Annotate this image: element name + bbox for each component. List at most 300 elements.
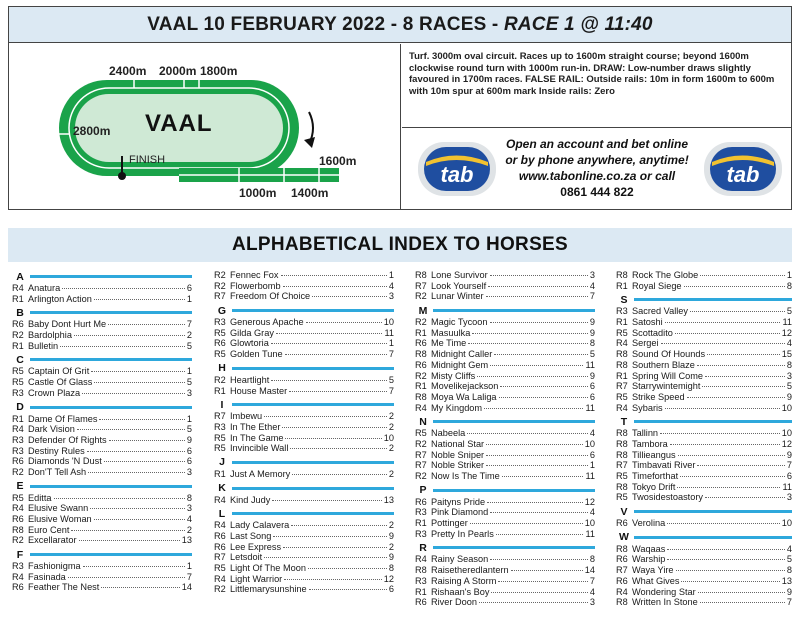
dot-leader (487, 502, 583, 503)
dot-leader (312, 296, 387, 297)
horse-entry (12, 467, 192, 478)
dot-leader (264, 416, 387, 417)
marker-2800m: 2800m (73, 124, 111, 138)
race-number: R5 (616, 327, 628, 338)
horse-entry (616, 597, 792, 608)
dot-leader (90, 508, 185, 509)
letter-heading (616, 415, 792, 428)
race-number: R8 (616, 438, 628, 449)
horse-entry (415, 428, 595, 439)
saddle-number: 2 (388, 411, 394, 422)
saddle-number: 11 (782, 481, 792, 492)
saddle-number: 4 (786, 543, 792, 554)
race-number: R8 (12, 524, 24, 535)
horse-name: Imbewu (230, 411, 263, 422)
race-number: R2 (415, 370, 427, 381)
horse-name: Fasinada (28, 571, 66, 582)
horse-name: Spring Will Come (632, 370, 703, 381)
horse-entry (12, 572, 192, 583)
race-number: R3 (415, 528, 427, 539)
horse-name: Lee Express (230, 541, 282, 552)
horse-name: Destiny Rules (28, 445, 85, 456)
letter-label: E (16, 480, 24, 493)
dot-leader (290, 448, 386, 449)
horse-entry (616, 328, 792, 339)
race-number: R6 (616, 554, 628, 565)
dot-leader (87, 451, 185, 452)
race-number: R5 (12, 492, 24, 503)
dot-leader (83, 566, 185, 567)
tab-advert (402, 127, 792, 210)
dot-leader (271, 380, 387, 381)
horse-entry (12, 493, 192, 504)
horse-entry (12, 366, 192, 377)
dot-leader (309, 589, 387, 590)
dot-leader (91, 371, 185, 372)
horse-name: Lady Calavera (230, 520, 290, 531)
saddle-number: 10 (781, 428, 792, 439)
race-number: R3 (12, 387, 24, 398)
race-number: R4 (616, 402, 628, 413)
race-number: R6 (214, 338, 226, 349)
horse-name: Letsdoit (230, 552, 263, 563)
saddle-number: 12 (383, 573, 394, 584)
saddle-number: 14 (584, 565, 595, 576)
dot-leader (477, 376, 588, 377)
race-number: R7 (616, 460, 628, 471)
letter-divider (433, 489, 595, 492)
dot-leader (499, 397, 588, 398)
horse-name: Flowerbomb (230, 280, 281, 291)
race-number: R3 (12, 445, 24, 456)
saddle-number: 5 (786, 306, 792, 317)
horse-entry (214, 281, 394, 292)
saddle-number: 2 (388, 541, 394, 552)
horse-entry (214, 422, 394, 433)
saddle-number: 13 (781, 575, 792, 586)
horse-name: Rock The Globe (632, 270, 699, 280)
horse-entry (616, 338, 792, 349)
saddle-number: 10 (584, 438, 595, 449)
dot-leader (282, 427, 386, 428)
horse-entry (616, 428, 792, 439)
race-number: R4 (214, 520, 226, 531)
letter-heading (12, 353, 192, 366)
saddle-number: 3 (186, 387, 192, 398)
race-number: R7 (415, 449, 427, 460)
race-number: R4 (12, 503, 24, 514)
race-number: R8 (415, 565, 427, 576)
letter-divider (232, 367, 394, 370)
letter-divider (30, 406, 192, 409)
race-number: R8 (616, 359, 628, 370)
letter-heading (214, 362, 394, 375)
race-number: R3 (12, 561, 24, 572)
horse-entry (415, 360, 595, 371)
letter-divider (30, 358, 192, 361)
horse-name: Movelikejackson (431, 381, 499, 392)
letter-divider (232, 309, 394, 312)
saddle-number: 7 (589, 291, 595, 302)
race-number: R6 (415, 597, 427, 608)
dot-leader (667, 523, 780, 524)
horse-entry (415, 381, 595, 392)
race-number: R4 (214, 494, 226, 505)
race-number: R3 (415, 507, 427, 518)
horse-entry (214, 349, 394, 360)
horse-entry (415, 270, 595, 281)
saddle-number: 10 (383, 317, 394, 328)
marker-1400m: 1400m (291, 186, 329, 200)
horse-entry (616, 270, 792, 281)
horse-name: Rainy Season (431, 554, 489, 565)
horse-entry (12, 435, 192, 446)
dot-leader (496, 534, 584, 535)
saddle-number: 11 (384, 327, 394, 338)
dot-leader (308, 568, 387, 569)
letter-heading (616, 505, 792, 518)
dot-leader (79, 540, 180, 541)
race-number: R7 (214, 552, 226, 563)
race-number: R6 (214, 531, 226, 541)
horse-entry (415, 281, 595, 292)
horse-name: Captain Of Grit (28, 366, 90, 377)
dot-leader (283, 547, 387, 548)
horse-entry (214, 375, 394, 386)
horse-entry (214, 584, 394, 595)
saddle-number: 8 (589, 338, 595, 349)
dot-leader (705, 376, 785, 377)
dot-leader (285, 354, 387, 355)
horse-name: Generous Apache (230, 317, 304, 328)
horse-entry (12, 503, 192, 514)
dot-leader (667, 549, 785, 550)
dot-leader (486, 444, 583, 445)
saddle-number: 1 (786, 270, 792, 280)
race-number: R4 (616, 586, 628, 597)
horse-name: Diamonds 'N Dust (28, 456, 102, 467)
horse-entry (616, 349, 792, 360)
letter-divider (232, 512, 394, 515)
saddle-number: 3 (388, 291, 394, 302)
horse-entry (214, 270, 394, 281)
race-number: R1 (415, 586, 427, 597)
letter-heading (12, 480, 192, 493)
horse-entry (415, 587, 595, 598)
saddle-number: 12 (584, 496, 595, 507)
index-column-3 (415, 270, 595, 608)
dot-leader (281, 275, 387, 276)
horse-entry (415, 518, 595, 529)
race-number: R8 (616, 428, 628, 439)
horse-entry (214, 433, 394, 444)
letter-heading (12, 548, 192, 561)
horse-name: Waqaas (632, 543, 666, 554)
race-number: R6 (12, 582, 24, 593)
letter-divider (232, 461, 394, 464)
horse-name: Sybaris (632, 402, 663, 413)
letter-heading (12, 401, 192, 414)
horse-name: Midnight Caller (431, 349, 493, 360)
dot-leader (289, 391, 387, 392)
saddle-number: 4 (589, 428, 595, 439)
race-number: R3 (214, 317, 226, 328)
saddle-number: 3 (589, 597, 595, 608)
race-number: R1 (616, 317, 628, 328)
horse-entry (214, 443, 394, 454)
horse-entry (616, 460, 792, 471)
saddle-number: 14 (181, 582, 192, 593)
saddle-number: 9 (589, 327, 595, 338)
dot-leader (700, 275, 785, 276)
dot-leader (71, 530, 185, 531)
dot-leader (88, 472, 185, 473)
horse-name: Invincible Wall (230, 443, 289, 454)
race-number: R7 (415, 280, 427, 291)
horse-entry (415, 529, 595, 540)
dot-leader (291, 525, 387, 526)
saddle-number: 1 (186, 293, 192, 304)
saddle-number: 2 (388, 468, 394, 479)
race-number: R6 (214, 541, 226, 552)
dot-leader (82, 393, 185, 394)
horse-entry (415, 471, 595, 482)
saddle-number: 6 (186, 445, 192, 456)
race-number: R6 (415, 359, 427, 370)
dot-leader (60, 346, 185, 347)
horse-name: Baby Dont Hurt Me (28, 319, 107, 330)
horse-entry (415, 565, 595, 576)
letter-label: R (419, 541, 427, 554)
saddle-number: 6 (388, 584, 394, 595)
dot-leader (490, 512, 588, 513)
saddle-number: 12 (781, 327, 792, 338)
horse-name: My Kingdom (431, 402, 483, 413)
horse-name: Rishaan's Boy (431, 586, 490, 597)
horse-name: Look Yourself (431, 280, 487, 291)
advert-copy: Open an account and bet online or by phone anywhere, anytime! www.tabonline.co.za or call 0861 444 822 (498, 136, 696, 200)
saddle-number: 8 (388, 563, 394, 574)
horse-name: Tambora (632, 438, 668, 449)
horse-name: Light Warrior (230, 573, 283, 584)
saddle-number: 9 (786, 391, 792, 402)
horse-entry (616, 471, 792, 482)
race-number: R1 (214, 385, 226, 396)
svg-text:tab: tab (440, 162, 474, 187)
saddle-number: 9 (388, 552, 394, 563)
race-number: R7 (214, 411, 226, 422)
index-column-2 (214, 270, 394, 595)
dot-leader (490, 365, 583, 366)
saddle-number: 1 (186, 413, 192, 424)
horse-entry (12, 330, 192, 341)
dot-leader (491, 592, 587, 593)
dot-leader (665, 322, 781, 323)
horse-name: Masuulka (431, 327, 471, 338)
race-number: R5 (616, 492, 628, 503)
horse-name: Gilda Gray (230, 327, 274, 338)
letter-divider (634, 298, 792, 301)
dot-leader (284, 579, 382, 580)
dot-leader (74, 335, 185, 336)
horse-entry (616, 371, 792, 382)
race-number: R8 (616, 349, 628, 360)
horse-name: Wondering Star (632, 586, 696, 597)
letter-heading (415, 304, 595, 317)
horse-name: Timeforthat (632, 471, 679, 481)
dot-leader (77, 429, 185, 430)
race-number: R1 (616, 280, 628, 291)
race-number: R7 (415, 460, 427, 471)
horse-entry (12, 535, 192, 546)
letter-heading (214, 304, 394, 317)
track-name: VAAL (145, 110, 213, 137)
track-description: Turf. 3000m oval circuit. Races up to 1600m straight course; beyond 1600m clockwise round turn with 1000m run-in. DRAW: Low-number draws slightly favoured in 1700m races. FALSE RAIL: Outside rails: 10m in form 1600m to 600m with 10m spur at 600m mark Inside rails: Zero (409, 51, 775, 97)
horse-name: Crown Plaza (28, 387, 81, 398)
horse-entry (12, 525, 192, 536)
letter-divider (30, 553, 192, 556)
saddle-number: 11 (585, 528, 595, 539)
dot-leader (670, 444, 780, 445)
finish-label: FINISH (129, 154, 166, 166)
saddle-number: 3 (186, 503, 192, 514)
horse-entry (616, 450, 792, 461)
horse-name: What Gives (632, 575, 680, 586)
letter-divider (634, 536, 792, 539)
dot-leader (62, 288, 185, 289)
horse-name: Don'T Tell Ash (28, 466, 87, 477)
race-number: R7 (214, 291, 226, 302)
index-title: ALPHABETICAL INDEX TO HORSES (8, 228, 792, 262)
letter-heading (214, 482, 394, 495)
saddle-number: 5 (388, 374, 394, 385)
dot-leader (479, 602, 588, 603)
horse-entry (415, 338, 595, 349)
advert-url: www.tabonline.co.za or call (518, 169, 676, 183)
horse-name: Sergei (632, 338, 659, 349)
horse-name: Light Of The Moon (230, 563, 306, 574)
dot-leader (490, 275, 588, 276)
horse-name: Fennec Fox (230, 270, 279, 280)
race-number: R1 (12, 413, 24, 424)
saddle-number: 9 (186, 434, 192, 445)
saddle-number: 4 (186, 514, 192, 524)
saddle-number: 5 (786, 554, 792, 565)
saddle-number: 5 (186, 424, 192, 435)
saddle-number: 15 (781, 349, 792, 360)
dot-leader (306, 322, 382, 323)
race-number: R6 (616, 575, 628, 586)
horse-name: Pink Diamond (431, 507, 489, 518)
horse-name: Lunar Winter (431, 291, 484, 302)
horse-name: Southern Blaze (632, 359, 695, 370)
saddle-number: 2 (388, 421, 394, 432)
dot-leader (500, 386, 587, 387)
race-number: R7 (616, 565, 628, 576)
horse-name: Lone Survivor (431, 270, 488, 280)
letter-label: D (16, 401, 24, 413)
saddle-number: 11 (585, 471, 595, 481)
horse-name: Noble Sniper (431, 449, 485, 460)
index-column-1 (12, 270, 192, 593)
race-number: R6 (616, 518, 628, 529)
horse-entry (415, 576, 595, 587)
horse-entry (616, 439, 792, 450)
horse-name: Written In Stone (632, 597, 698, 608)
saddle-number: 7 (388, 385, 394, 396)
horse-entry (616, 518, 792, 529)
horse-name: Last Song (230, 531, 272, 541)
dot-leader (109, 440, 185, 441)
dot-leader (681, 581, 779, 582)
race-number: R4 (415, 402, 427, 413)
race-number: R2 (12, 535, 24, 546)
dot-leader (661, 343, 785, 344)
horse-entry (415, 371, 595, 382)
race-number: R2 (415, 291, 427, 302)
horse-name: Tallinn (632, 428, 659, 439)
saddle-number: 6 (589, 381, 595, 392)
letter-label: G (217, 304, 227, 317)
letter-label: B (16, 306, 24, 319)
letter-divider (232, 487, 394, 490)
saddle-number: 2 (186, 524, 192, 535)
horse-entry (214, 542, 394, 553)
marker-1000m: 1000m (239, 186, 277, 200)
horse-name: Castle Of Glass (28, 377, 93, 388)
horse-name: Bulletin (28, 340, 59, 351)
advert-phone: 0861 444 822 (560, 185, 634, 199)
horse-name: In The Game (230, 432, 284, 443)
horse-entry (415, 291, 595, 302)
horse-name: Freedom Of Choice (230, 291, 311, 302)
letter-divider (634, 420, 792, 423)
dot-leader (697, 465, 784, 466)
dot-leader (660, 433, 780, 434)
horse-entry (415, 403, 595, 414)
letter-label: K (218, 482, 226, 495)
saddle-number: 7 (589, 575, 595, 586)
saddle-number: 5 (589, 349, 595, 360)
race-number: R1 (214, 468, 226, 479)
dot-leader (472, 333, 588, 334)
horse-name: Defender Of Rights (28, 434, 107, 445)
saddle-number: 2 (186, 330, 192, 341)
saddle-number: 13 (383, 494, 394, 505)
horse-name: Bardolphia (28, 330, 72, 341)
letter-divider (433, 309, 595, 312)
saddle-number: 7 (786, 597, 792, 608)
horse-name: Heartlight (230, 374, 270, 385)
letter-heading (415, 541, 595, 554)
race-number: R1 (12, 293, 24, 304)
saddle-number: 6 (589, 391, 595, 402)
dot-leader (690, 311, 785, 312)
saddle-number: 5 (786, 381, 792, 392)
letter-label: W (619, 531, 629, 544)
horse-name: Littlemarysunshine (230, 584, 307, 595)
horse-entry (214, 328, 394, 339)
saddle-number: 3 (186, 466, 192, 477)
marker-1600m: 1600m (319, 154, 357, 168)
horse-name: Moya Wa Laliga (431, 391, 497, 402)
letter-label: F (16, 548, 24, 561)
horse-name: House Master (230, 385, 288, 396)
horse-name: Dark Vision (28, 424, 75, 435)
horse-entry (12, 446, 192, 457)
horse-entry (415, 317, 595, 328)
saddle-number: 3 (589, 270, 595, 280)
